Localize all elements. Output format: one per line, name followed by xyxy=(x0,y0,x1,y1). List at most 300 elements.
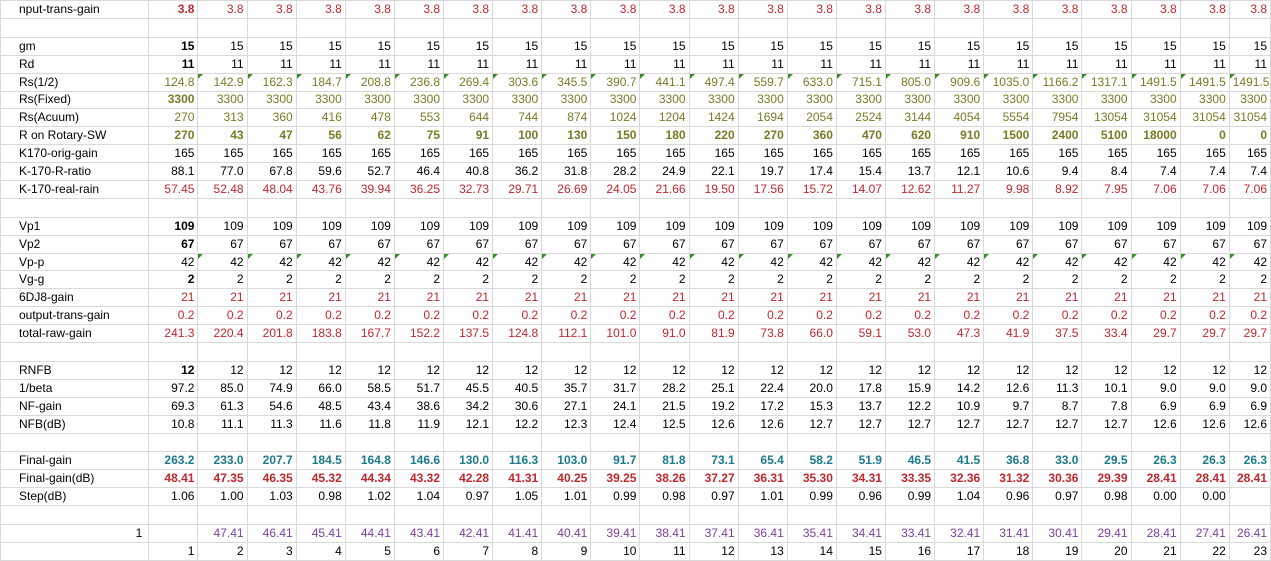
value-cell[interactable]: 165 xyxy=(1082,145,1131,163)
value-cell[interactable]: 910 xyxy=(935,127,984,145)
value-cell[interactable]: 11 xyxy=(935,55,984,73)
value-cell[interactable]: 165 xyxy=(542,145,591,163)
empty-cell[interactable] xyxy=(1180,433,1229,452)
value-cell[interactable]: 12 xyxy=(1180,361,1229,379)
value-cell[interactable]: 184.7 xyxy=(296,73,345,91)
value-cell[interactable]: 22.1 xyxy=(689,163,738,181)
empty-cell[interactable] xyxy=(1180,198,1229,217)
empty-cell[interactable] xyxy=(689,433,738,452)
value-cell[interactable]: 51.9 xyxy=(836,452,885,470)
value-cell[interactable]: 2 xyxy=(689,271,738,289)
value-cell[interactable]: 31.7 xyxy=(591,379,640,397)
value-cell[interactable]: 26.3 xyxy=(1131,452,1180,470)
value-cell[interactable]: 12.4 xyxy=(591,415,640,433)
value-cell[interactable]: 165 xyxy=(1229,145,1270,163)
value-cell[interactable]: 0.2 xyxy=(493,307,542,325)
value-cell[interactable]: 165 xyxy=(1131,145,1180,163)
value-cell[interactable]: 47.41 xyxy=(198,525,247,543)
value-cell[interactable]: 109 xyxy=(787,217,836,235)
value-cell[interactable]: 67.8 xyxy=(247,163,296,181)
value-cell[interactable]: 12 xyxy=(935,361,984,379)
value-cell[interactable]: 1.02 xyxy=(345,488,394,506)
value-cell[interactable]: 0.00 xyxy=(1131,488,1180,506)
value-cell[interactable]: 0.2 xyxy=(542,307,591,325)
value-cell[interactable]: 21.5 xyxy=(640,397,689,415)
value-cell[interactable]: 9.0 xyxy=(1229,379,1270,397)
value-cell[interactable]: 109 xyxy=(1180,217,1229,235)
value-cell[interactable]: 11.1 xyxy=(198,415,247,433)
value-cell[interactable]: 46.5 xyxy=(885,452,934,470)
value-cell[interactable]: 12 xyxy=(149,361,198,379)
value-cell[interactable]: 17.8 xyxy=(836,379,885,397)
value-cell[interactable]: 1.01 xyxy=(738,488,787,506)
value-cell[interactable]: 24.05 xyxy=(591,180,640,198)
value-cell[interactable]: 48.5 xyxy=(296,397,345,415)
value-cell[interactable]: 34.31 xyxy=(836,470,885,488)
empty-cell[interactable] xyxy=(591,198,640,217)
value-cell[interactable]: 15 xyxy=(394,37,443,55)
value-cell[interactable]: 100 xyxy=(493,127,542,145)
value-cell[interactable]: 15 xyxy=(787,37,836,55)
value-cell[interactable]: 0 xyxy=(1180,127,1229,145)
value-cell[interactable]: 67 xyxy=(149,235,198,253)
value-cell[interactable]: 220 xyxy=(689,127,738,145)
value-cell[interactable]: 9.0 xyxy=(1131,379,1180,397)
value-cell[interactable]: 2 xyxy=(591,271,640,289)
empty-cell[interactable] xyxy=(640,433,689,452)
empty-cell[interactable] xyxy=(787,198,836,217)
value-cell[interactable]: 165 xyxy=(247,145,296,163)
value-cell[interactable]: 25.1 xyxy=(689,379,738,397)
value-cell[interactable]: 28.41 xyxy=(1229,470,1270,488)
value-cell[interactable]: 3.8 xyxy=(591,1,640,19)
empty-cell[interactable] xyxy=(1033,506,1082,525)
empty-cell[interactable] xyxy=(247,198,296,217)
value-cell[interactable]: 0.98 xyxy=(296,488,345,506)
empty-cell[interactable] xyxy=(640,198,689,217)
empty-cell[interactable] xyxy=(247,18,296,37)
value-cell[interactable]: 11.27 xyxy=(935,180,984,198)
value-cell[interactable]: 44.41 xyxy=(345,525,394,543)
value-cell[interactable]: 24.1 xyxy=(591,397,640,415)
value-cell[interactable]: 0.2 xyxy=(1180,307,1229,325)
row-label[interactable]: gm xyxy=(1,37,149,55)
empty-cell[interactable] xyxy=(247,343,296,362)
value-cell[interactable]: 3.8 xyxy=(444,1,493,19)
empty-cell[interactable] xyxy=(1180,18,1229,37)
value-cell[interactable]: 10.6 xyxy=(984,163,1033,181)
value-cell[interactable]: 85.0 xyxy=(198,379,247,397)
value-cell[interactable]: 11 xyxy=(591,55,640,73)
value-cell[interactable]: 109 xyxy=(689,217,738,235)
value-cell[interactable]: 2 xyxy=(444,271,493,289)
value-cell[interactable]: 33.0 xyxy=(1033,452,1082,470)
value-cell[interactable]: 67 xyxy=(198,235,247,253)
value-cell[interactable]: 8.7 xyxy=(1033,397,1082,415)
value-cell[interactable]: 12.6 xyxy=(1229,415,1270,433)
value-cell[interactable]: 165 xyxy=(640,145,689,163)
empty-cell[interactable] xyxy=(296,198,345,217)
value-cell[interactable]: 21 xyxy=(345,289,394,307)
value-cell[interactable]: 0.2 xyxy=(935,307,984,325)
value-cell[interactable]: 67 xyxy=(542,235,591,253)
value-cell[interactable]: 0.97 xyxy=(689,488,738,506)
value-cell[interactable]: 42 xyxy=(149,253,198,271)
row-label[interactable]: Vg-g xyxy=(1,271,149,289)
value-cell[interactable]: 42 xyxy=(444,253,493,271)
value-cell[interactable]: 42 xyxy=(247,253,296,271)
value-cell[interactable]: 26.3 xyxy=(1180,452,1229,470)
value-cell[interactable]: 21 xyxy=(149,289,198,307)
value-cell[interactable]: 109 xyxy=(149,217,198,235)
empty-cell[interactable] xyxy=(1131,343,1180,362)
empty-cell[interactable] xyxy=(493,343,542,362)
value-cell[interactable]: 9.0 xyxy=(1180,379,1229,397)
value-cell[interactable]: 12.7 xyxy=(836,415,885,433)
value-cell[interactable]: 109 xyxy=(640,217,689,235)
value-cell[interactable]: 2 xyxy=(836,271,885,289)
value-cell[interactable]: 67 xyxy=(689,235,738,253)
value-cell[interactable]: 14.07 xyxy=(836,180,885,198)
value-cell[interactable]: 21 xyxy=(542,289,591,307)
value-cell[interactable]: 3.8 xyxy=(1033,1,1082,19)
empty-cell[interactable] xyxy=(1,18,149,37)
value-cell[interactable]: 620 xyxy=(885,127,934,145)
value-cell[interactable]: 3300 xyxy=(198,91,247,109)
value-cell[interactable]: 67 xyxy=(1082,235,1131,253)
value-cell[interactable]: 21 xyxy=(1229,289,1270,307)
empty-cell[interactable] xyxy=(198,343,247,362)
value-cell[interactable]: 28.41 xyxy=(1180,470,1229,488)
value-cell[interactable]: 805.0 xyxy=(885,73,934,91)
value-cell[interactable]: 109 xyxy=(493,217,542,235)
row-label[interactable]: K-170-R-ratio xyxy=(1,163,149,181)
value-cell[interactable]: 109 xyxy=(296,217,345,235)
empty-cell[interactable] xyxy=(1033,343,1082,362)
value-cell[interactable]: 0.2 xyxy=(738,307,787,325)
value-cell[interactable]: 3300 xyxy=(935,91,984,109)
value-cell[interactable]: 236.8 xyxy=(394,73,443,91)
value-cell[interactable]: 27.1 xyxy=(542,397,591,415)
value-cell[interactable]: 3300 xyxy=(1229,91,1270,109)
value-cell[interactable]: 15 xyxy=(247,37,296,55)
value-cell[interactable]: 1.03 xyxy=(247,488,296,506)
value-cell[interactable]: 12.6 xyxy=(1180,415,1229,433)
value-cell[interactable]: 29.41 xyxy=(1082,525,1131,543)
empty-cell[interactable] xyxy=(640,506,689,525)
value-cell[interactable]: 21 xyxy=(738,289,787,307)
value-cell[interactable]: 3.8 xyxy=(935,1,984,19)
value-cell[interactable]: 7.8 xyxy=(1082,397,1131,415)
value-cell[interactable]: 15.3 xyxy=(787,397,836,415)
value-cell[interactable]: 19 xyxy=(1033,542,1082,560)
empty-cell[interactable] xyxy=(493,18,542,37)
value-cell[interactable]: 124.8 xyxy=(493,325,542,343)
value-cell[interactable]: 165 xyxy=(444,145,493,163)
value-cell[interactable]: 21.66 xyxy=(640,180,689,198)
value-cell[interactable]: 36.2 xyxy=(493,163,542,181)
value-cell[interactable]: 42.28 xyxy=(444,470,493,488)
value-cell[interactable]: 42 xyxy=(1229,253,1270,271)
value-cell[interactable]: 2 xyxy=(935,271,984,289)
row-label[interactable]: K170-orig-gain xyxy=(1,145,149,163)
value-cell[interactable]: 1035.0 xyxy=(984,73,1033,91)
row-label[interactable] xyxy=(1,542,149,560)
value-cell[interactable]: 15 xyxy=(198,37,247,55)
value-cell[interactable]: 390.7 xyxy=(591,73,640,91)
value-cell[interactable]: 12 xyxy=(394,361,443,379)
value-cell[interactable]: 201.8 xyxy=(247,325,296,343)
empty-cell[interactable] xyxy=(689,343,738,362)
value-cell[interactable]: 3.8 xyxy=(198,1,247,19)
value-cell[interactable]: 313 xyxy=(198,109,247,127)
empty-cell[interactable] xyxy=(1180,506,1229,525)
value-cell[interactable]: 3 xyxy=(247,542,296,560)
value-cell[interactable]: 3300 xyxy=(345,91,394,109)
value-cell[interactable]: 14.2 xyxy=(935,379,984,397)
value-cell[interactable]: 30.36 xyxy=(1033,470,1082,488)
value-cell[interactable]: 16 xyxy=(885,542,934,560)
value-cell[interactable]: 165 xyxy=(394,145,443,163)
value-cell[interactable]: 12.6 xyxy=(738,415,787,433)
value-cell[interactable]: 73.1 xyxy=(689,452,738,470)
empty-cell[interactable] xyxy=(885,343,934,362)
value-cell[interactable]: 109 xyxy=(836,217,885,235)
value-cell[interactable]: 88.1 xyxy=(149,163,198,181)
value-cell[interactable]: 48.04 xyxy=(247,180,296,198)
value-cell[interactable]: 32.73 xyxy=(444,180,493,198)
value-cell[interactable]: 12 xyxy=(542,361,591,379)
value-cell[interactable]: 2 xyxy=(738,271,787,289)
value-cell[interactable]: 81.9 xyxy=(689,325,738,343)
empty-cell[interactable] xyxy=(640,18,689,37)
value-cell[interactable]: 15 xyxy=(1082,37,1131,55)
value-cell[interactable]: 15 xyxy=(1229,37,1270,55)
value-cell[interactable]: 39.41 xyxy=(591,525,640,543)
value-cell[interactable]: 19.7 xyxy=(738,163,787,181)
value-cell[interactable]: 5100 xyxy=(1082,127,1131,145)
value-cell[interactable]: 1.04 xyxy=(394,488,443,506)
value-cell[interactable]: 165 xyxy=(149,145,198,163)
value-cell[interactable]: 69.3 xyxy=(149,397,198,415)
value-cell[interactable]: 7.06 xyxy=(1229,180,1270,198)
value-cell[interactable]: 1491.5 xyxy=(1131,73,1180,91)
value-cell[interactable]: 43.4 xyxy=(345,397,394,415)
value-cell[interactable]: 11 xyxy=(1131,55,1180,73)
value-cell[interactable]: 13054 xyxy=(1082,109,1131,127)
value-cell[interactable]: 744 xyxy=(493,109,542,127)
value-cell[interactable]: 874 xyxy=(542,109,591,127)
value-cell[interactable]: 3300 xyxy=(885,91,934,109)
value-cell[interactable]: 165 xyxy=(787,145,836,163)
empty-cell[interactable] xyxy=(542,506,591,525)
value-cell[interactable]: 10.8 xyxy=(149,415,198,433)
value-cell[interactable]: 0.2 xyxy=(198,307,247,325)
value-cell[interactable]: 67 xyxy=(1131,235,1180,253)
empty-cell[interactable] xyxy=(149,506,198,525)
value-cell[interactable]: 11 xyxy=(984,55,1033,73)
value-cell[interactable]: 45.32 xyxy=(296,470,345,488)
value-cell[interactable]: 67 xyxy=(1229,235,1270,253)
value-cell[interactable]: 67 xyxy=(591,235,640,253)
value-cell[interactable]: 12.2 xyxy=(493,415,542,433)
value-cell[interactable]: 40.41 xyxy=(542,525,591,543)
value-cell[interactable]: 21 xyxy=(1033,289,1082,307)
value-cell[interactable]: 42 xyxy=(738,253,787,271)
value-cell[interactable]: 30.6 xyxy=(493,397,542,415)
value-cell[interactable]: 360 xyxy=(247,109,296,127)
value-cell[interactable]: 42 xyxy=(591,253,640,271)
value-cell[interactable]: 0.99 xyxy=(591,488,640,506)
value-cell[interactable]: 109 xyxy=(984,217,1033,235)
value-cell[interactable]: 67 xyxy=(836,235,885,253)
value-cell[interactable]: 24.9 xyxy=(640,163,689,181)
value-cell[interactable]: 101.0 xyxy=(591,325,640,343)
value-cell[interactable]: 39.25 xyxy=(591,470,640,488)
value-cell[interactable]: 1491.5 xyxy=(1229,73,1270,91)
empty-cell[interactable] xyxy=(394,506,443,525)
value-cell[interactable]: 180 xyxy=(640,127,689,145)
value-cell[interactable]: 165 xyxy=(198,145,247,163)
value-cell[interactable]: 35.7 xyxy=(542,379,591,397)
value-cell[interactable]: 3300 xyxy=(836,91,885,109)
value-cell[interactable]: 37.41 xyxy=(689,525,738,543)
value-cell[interactable]: 46.35 xyxy=(247,470,296,488)
empty-cell[interactable] xyxy=(984,433,1033,452)
empty-cell[interactable] xyxy=(1,343,149,362)
value-cell[interactable]: 0.2 xyxy=(836,307,885,325)
value-cell[interactable]: 5 xyxy=(345,542,394,560)
value-cell[interactable]: 11 xyxy=(493,55,542,73)
value-cell[interactable]: 42 xyxy=(1131,253,1180,271)
value-cell[interactable]: 67 xyxy=(394,235,443,253)
value-cell[interactable]: 270 xyxy=(149,127,198,145)
value-cell[interactable]: 0.2 xyxy=(1082,307,1131,325)
value-cell[interactable]: 2524 xyxy=(836,109,885,127)
value-cell[interactable]: 33.35 xyxy=(885,470,934,488)
value-cell[interactable]: 303.6 xyxy=(493,73,542,91)
value-cell[interactable]: 13 xyxy=(738,542,787,560)
value-cell[interactable]: 3.8 xyxy=(345,1,394,19)
value-cell[interactable]: 17.56 xyxy=(738,180,787,198)
value-cell[interactable]: 0.2 xyxy=(345,307,394,325)
value-cell[interactable]: 67 xyxy=(1033,235,1082,253)
value-cell[interactable]: 38.26 xyxy=(640,470,689,488)
value-cell[interactable]: 6.9 xyxy=(1229,397,1270,415)
value-cell[interactable]: 28.2 xyxy=(591,163,640,181)
value-cell[interactable]: 1.05 xyxy=(493,488,542,506)
value-cell[interactable]: 6.9 xyxy=(1131,397,1180,415)
value-cell[interactable]: 40.25 xyxy=(542,470,591,488)
value-cell[interactable]: 12.6 xyxy=(689,415,738,433)
value-cell[interactable]: 42 xyxy=(836,253,885,271)
value-cell[interactable]: 165 xyxy=(493,145,542,163)
value-cell[interactable]: 42 xyxy=(493,253,542,271)
value-cell[interactable]: 15 xyxy=(591,37,640,55)
value-cell[interactable]: 12.62 xyxy=(885,180,934,198)
value-cell[interactable]: 42 xyxy=(394,253,443,271)
value-cell[interactable]: 15 xyxy=(493,37,542,55)
value-cell[interactable]: 1424 xyxy=(689,109,738,127)
empty-cell[interactable] xyxy=(787,433,836,452)
value-cell[interactable]: 3300 xyxy=(296,91,345,109)
value-cell[interactable]: 416 xyxy=(296,109,345,127)
value-cell[interactable]: 3.8 xyxy=(149,1,198,19)
value-cell[interactable]: 11 xyxy=(345,55,394,73)
value-cell[interactable]: 109 xyxy=(1229,217,1270,235)
value-cell[interactable]: 28.41 xyxy=(1131,470,1180,488)
value-cell[interactable]: 1024 xyxy=(591,109,640,127)
value-cell[interactable]: 18000 xyxy=(1131,127,1180,145)
value-cell[interactable]: 91 xyxy=(444,127,493,145)
value-cell[interactable]: 17.2 xyxy=(738,397,787,415)
empty-cell[interactable] xyxy=(247,506,296,525)
value-cell[interactable]: 27.41 xyxy=(1180,525,1229,543)
empty-cell[interactable] xyxy=(198,18,247,37)
value-cell[interactable]: 47 xyxy=(247,127,296,145)
value-cell[interactable]: 2 xyxy=(787,271,836,289)
empty-cell[interactable] xyxy=(689,18,738,37)
value-cell[interactable]: 2 xyxy=(296,271,345,289)
value-cell[interactable]: 109 xyxy=(444,217,493,235)
empty-cell[interactable] xyxy=(689,198,738,217)
value-cell[interactable]: 12 xyxy=(198,361,247,379)
value-cell[interactable]: 21 xyxy=(444,289,493,307)
value-cell[interactable]: 10.1 xyxy=(1082,379,1131,397)
value-cell[interactable]: 0.98 xyxy=(640,488,689,506)
value-cell[interactable]: 165 xyxy=(836,145,885,163)
value-cell[interactable]: 1.01 xyxy=(542,488,591,506)
value-cell[interactable]: 54.6 xyxy=(247,397,296,415)
value-cell[interactable]: 109 xyxy=(591,217,640,235)
value-cell[interactable]: 43.76 xyxy=(296,180,345,198)
value-cell[interactable]: 12 xyxy=(247,361,296,379)
row-label[interactable]: Vp2 xyxy=(1,235,149,253)
empty-cell[interactable] xyxy=(444,18,493,37)
value-cell[interactable]: 32.36 xyxy=(935,470,984,488)
value-cell[interactable]: 152.2 xyxy=(394,325,443,343)
value-cell[interactable]: 3.8 xyxy=(689,1,738,19)
value-cell[interactable]: 15 xyxy=(885,37,934,55)
value-cell[interactable]: 59.6 xyxy=(296,163,345,181)
empty-cell[interactable] xyxy=(1131,198,1180,217)
value-cell[interactable]: 0.98 xyxy=(1082,488,1131,506)
value-cell[interactable]: 3300 xyxy=(787,91,836,109)
empty-cell[interactable] xyxy=(1,433,149,452)
value-cell[interactable]: 207.7 xyxy=(247,452,296,470)
value-cell[interactable]: 42 xyxy=(640,253,689,271)
row-label[interactable]: total-raw-gain xyxy=(1,325,149,343)
value-cell[interactable]: 3.8 xyxy=(640,1,689,19)
value-cell[interactable]: 12.7 xyxy=(984,415,1033,433)
value-cell[interactable]: 0.2 xyxy=(149,307,198,325)
row-label[interactable]: Final-gain(dB) xyxy=(1,470,149,488)
value-cell[interactable]: 67 xyxy=(885,235,934,253)
value-cell[interactable]: 2 xyxy=(149,271,198,289)
empty-cell[interactable] xyxy=(247,433,296,452)
empty-cell[interactable] xyxy=(296,18,345,37)
value-cell[interactable]: 26.3 xyxy=(1229,452,1270,470)
value-cell[interactable]: 42 xyxy=(1082,253,1131,271)
value-cell[interactable]: 67 xyxy=(247,235,296,253)
value-cell[interactable]: 9 xyxy=(542,542,591,560)
value-cell[interactable]: 1204 xyxy=(640,109,689,127)
value-cell[interactable]: 21 xyxy=(591,289,640,307)
value-cell[interactable]: 109 xyxy=(394,217,443,235)
value-cell[interactable]: 18 xyxy=(984,542,1033,560)
value-cell[interactable]: 91.7 xyxy=(591,452,640,470)
value-cell[interactable]: 3300 xyxy=(738,91,787,109)
